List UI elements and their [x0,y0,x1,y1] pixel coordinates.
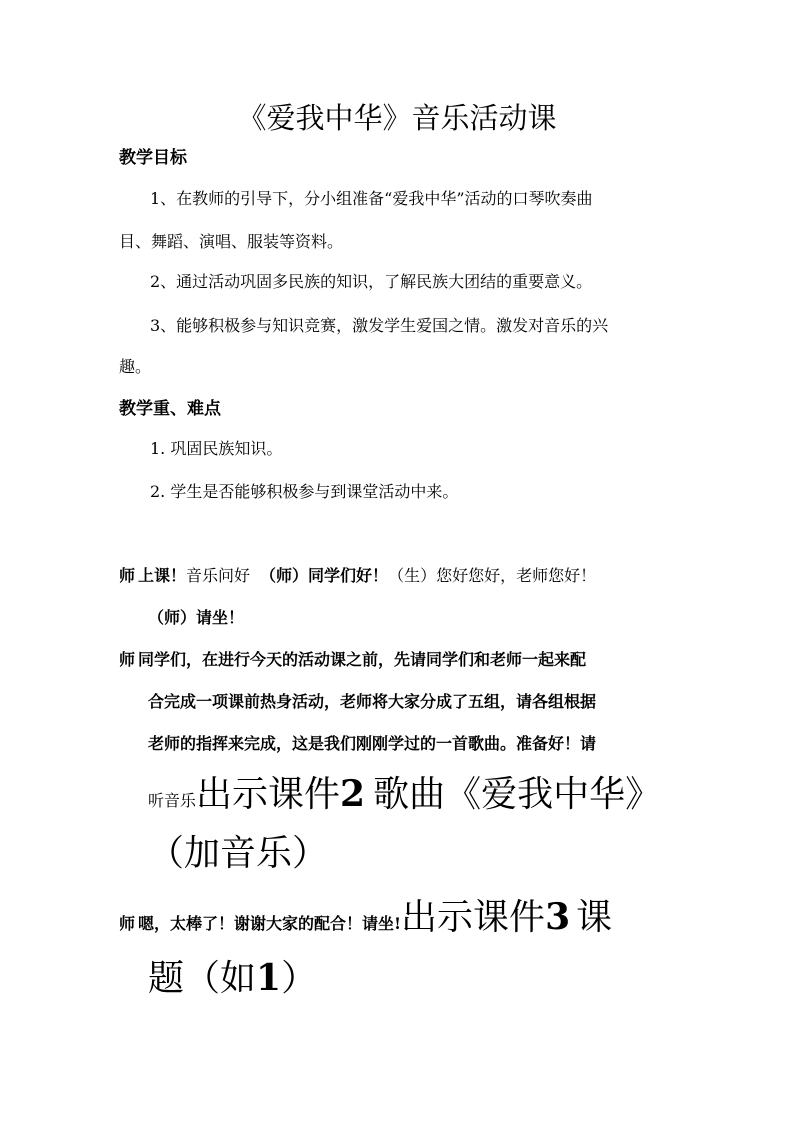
objectives-heading: 教学目标 [119,148,187,168]
dialogue-2-line-5: （加音乐） [148,833,329,874]
dialogue-3-small: 嗯，太棒了！谢谢大家的配合！请坐! [138,914,402,933]
dialogue-2-big-b: 歌曲《爱我中华》 [373,774,662,815]
dialogue-2-big-a: 出示课件 [196,774,341,815]
speaker-label: 师 [119,914,136,933]
dialogue-3-line-1 [119,893,612,942]
objective-2: 2、通过活动巩固多民族的知识，了解民族大团结的重要意义。 [150,272,593,291]
dialogue-3-line-2-b: ） [281,958,318,999]
document-title: 《爱我中华》音乐活动课 [237,101,557,135]
objective-3-line-2: 趣。 [119,357,152,376]
dialogue-2-line-2: 合完成一项课前热身活动，老师将大家分成了五组，请各组根据 [148,692,597,711]
dialogue-1-part-b: 音乐问好 [186,566,251,585]
objective-1-line-2: 目、舞蹈、演唱、服装等资料。 [119,232,344,251]
dialogue-1-line-1 [119,564,596,588]
dialogue-1-part-c: （师）同学们好！ [260,566,389,585]
dialogue-3-line-2 [148,954,317,1003]
speaker-label: 师 [119,650,136,669]
dialogue-1-part-d: （生）您好您好，老师您好！ [388,566,597,585]
dialogue-2-big-num: 2 [340,773,366,815]
objective-1-line-1: 1、在教师的引导下，分小组准备“爱我中华”活动的口琴吹奏曲 [150,189,593,208]
dialogue-3-line-2-num: 1 [256,957,282,999]
dialogue-2-text-1: 同学们，在进行今天的活动课之前，先请同学们和老师一起来配 [138,650,587,669]
speaker-label: 师 [119,566,136,585]
dialogue-2-small: 听音乐 [148,791,197,810]
dialogue-1-line-2: （师）请坐！ [148,608,245,627]
dialogue-3-line-2-a: 题（如 [148,958,257,999]
objective-3-line-1: 3、能够积极参与知识竞赛，激发学生爱国之情。激发对音乐的兴 [150,316,609,335]
dialogue-3-big-a: 出示课件 [401,897,546,938]
dialogue-1-part-a: 上课！ [138,566,187,585]
dialogue-2-line-1 [119,648,586,672]
dialogue-2-line-4 [148,770,661,819]
dialogue-3-big-b: 课 [576,897,613,938]
key-point-1: 1. 巩固民族知识。 [150,439,283,458]
key-point-2: 2. 学生是否能够积极参与到课堂活动中来。 [150,482,459,501]
key-points-heading: 教学重、难点 [119,399,221,419]
dialogue-2-line-3: 老师的指挥来完成，这是我们刚刚学过的一首歌曲。准备好！请 [148,734,597,753]
dialogue-3-big-num: 3 [545,896,571,938]
